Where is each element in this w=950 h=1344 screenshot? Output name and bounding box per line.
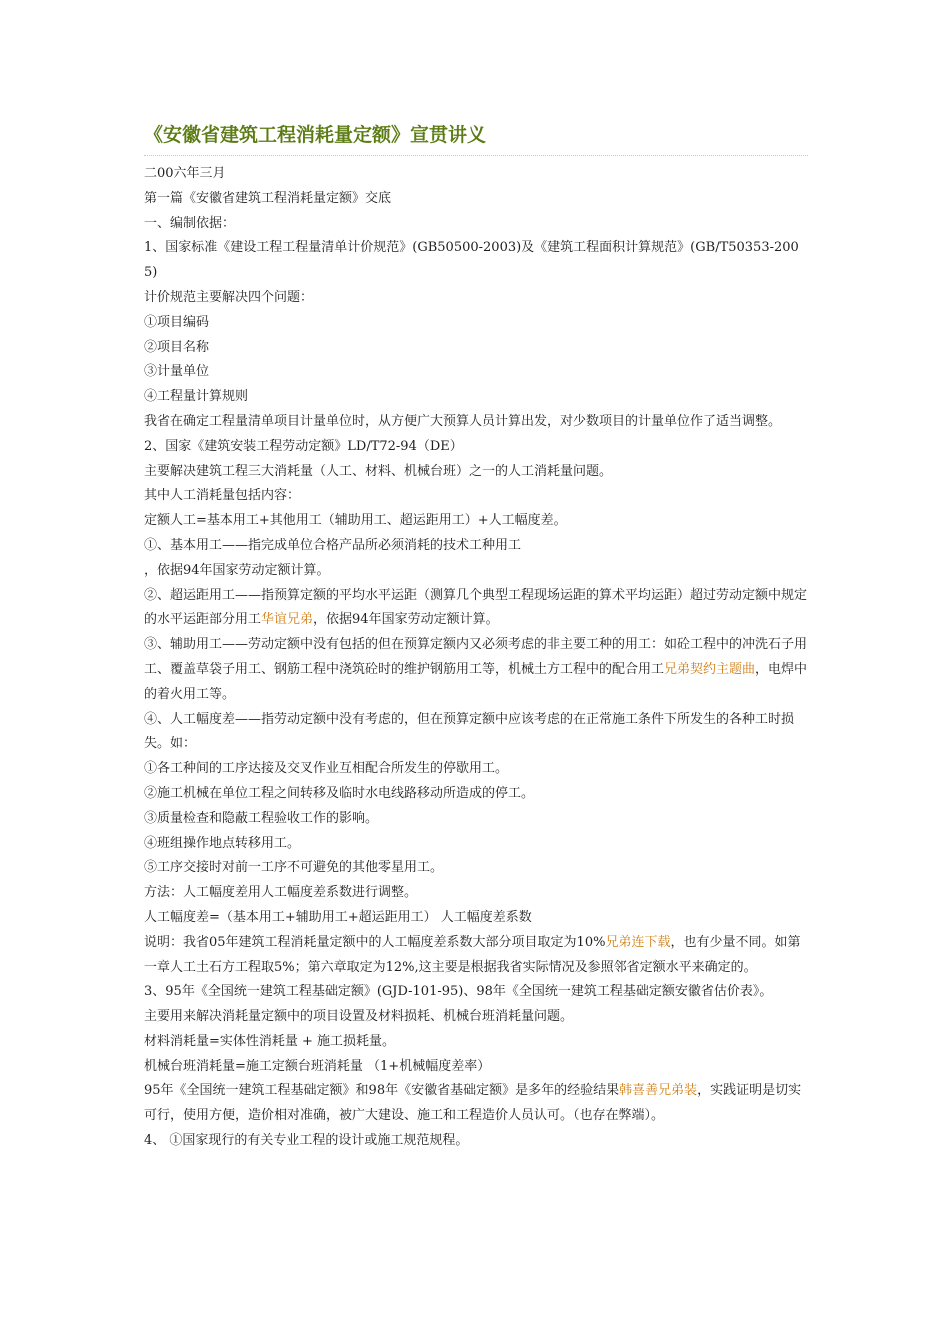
paragraph-text: ，依据94年国家劳动定额计算。	[313, 612, 499, 628]
paragraph-line: 定额人工=基本用工+其他用工（辅助用工、超运距用工）+人工幅度差。	[144, 513, 567, 529]
paragraph-line: 4、 ①国家现行的有关专业工程的设计或施工规范规程。	[144, 1133, 469, 1149]
paragraph-line: ③质量检查和隐蔽工程验收工作的影响。	[144, 810, 379, 826]
document-body	[144, 162, 808, 1154]
paragraph-text: ，电焊中的着火用工等。	[144, 661, 808, 702]
document-page	[144, 118, 808, 1154]
paragraph-line: 第一篇《安徽省建筑工程消耗量定额》交底	[144, 190, 392, 206]
paragraph-text: 说明：我省05年建筑工程消耗量定额中的人工幅度差系数大部分项目取定为10%	[144, 934, 606, 950]
paragraph-line	[144, 931, 808, 981]
paragraph-line: 主要解决建筑工程三大消耗量（人工、材料、机械台班）之一的人工消耗量问题。	[144, 463, 613, 479]
title-divider	[144, 155, 808, 156]
paragraph-line: 二00六年三月	[144, 166, 226, 181]
paragraph-line: 一、编制依据：	[144, 215, 236, 231]
paragraph-text: ②、超运距用工——指预算定额的平均水平运距（测算几个典型工程现场运距的算术平均运距）超过劳动定额中规定的水平运距部分用工	[144, 587, 808, 628]
paragraph-text: ③、辅助用工——劳动定额中没有包括的但在预算定额内又必须考虑的非主要工种的用工：如砼工程中的冲洗石子用工、覆盖草袋子用工、钢筋工程中浇筑砼时的维护钢筋用工等，机械土方工程中的配合用工	[144, 637, 808, 677]
paragraph-line: ②施工机械在单位工程之间转移及临时水电线路移动所造成的停工。	[144, 785, 535, 801]
paragraph-line	[144, 633, 808, 707]
paragraph-line: 2、国家《建筑安装工程劳动定额》LD/T72-94（DE）	[144, 438, 463, 454]
paragraph-line: 其中人工消耗量包括内容：	[144, 488, 301, 504]
inline-link[interactable]: 兄弟连下载	[605, 934, 671, 950]
paragraph-line	[144, 584, 808, 634]
paragraph-line: 3、95年《全国统一建筑工程基础定额》(GJD-101-95)、98年《全国统一建筑工程基础定额安徽省估价表》。	[144, 984, 773, 1000]
paragraph-line: ①各工种间的工序达接及交叉作业互相配合所发生的停歇用工。	[144, 761, 509, 777]
paragraph-line: 1、国家标准《建设工程工程量清单计价规范》(GB50500-2003)及《建筑工程面积计算规范》(GB/T50353-2005)	[144, 240, 799, 281]
paragraph-line: ④班组操作地点转移用工。	[144, 835, 301, 851]
document-title: 《安徽省建筑工程消耗量定额》宣贯讲义	[144, 124, 487, 146]
inline-link[interactable]: 华谊兄弟	[261, 612, 314, 628]
paragraph-line: 主要用来解决消耗量定额中的项目设置及材料损耗、机械台班消耗量问题。	[144, 1009, 574, 1025]
paragraph-line: 材料消耗量=实体性消耗量 + 施工损耗量。	[144, 1033, 396, 1049]
paragraph-line: 计价规范主要解决四个问题：	[144, 289, 314, 305]
paragraph-line: ③计量单位	[144, 364, 210, 380]
paragraph-line: ②项目名称	[144, 339, 210, 355]
paragraph-line: ①、基本用工——指完成单位合格产品所必须消耗的技术工种用工	[144, 537, 522, 553]
paragraph-line: ④、人工幅度差——指劳动定额中没有考虑的，但在预算定额中应该考虑的在正常施工条件下所发生的各种工时损失。如：	[144, 711, 795, 752]
paragraph-line: ④工程量计算规则	[144, 389, 249, 405]
paragraph-line: 我省在确定工程量清单项目计量单位时，从方便广大预算人员计算出发，对少数项目的计量单位作了适当调整。	[144, 413, 782, 429]
paragraph-line	[144, 1079, 808, 1129]
inline-link[interactable]: 韩喜善兄弟装	[619, 1083, 698, 1099]
paragraph-text: ，实践证明是切实可行，使用方便，造价相对准确，被广大建设、施工和工程造价人员认可。（也存在弊端）。	[144, 1083, 802, 1124]
paragraph-line: 方法：人工幅度差用人工幅度差系数进行调整。	[144, 885, 418, 901]
inline-link[interactable]: 兄弟契约主题曲	[664, 661, 756, 677]
paragraph-line: ⑤工序交接时对前一工序不可避免的其他零星用工。	[144, 860, 444, 876]
paragraph-line: ①项目编码	[144, 314, 210, 330]
paragraph-line: 机械台班消耗量=施工定额台班消耗量 （1+机械幅度差率）	[144, 1058, 491, 1074]
paragraph-line: ，依据94年国家劳动定额计算。	[144, 562, 330, 578]
paragraph-line: 人工幅度差=（基本用工+辅助用工+超运距用工） 人工幅度差系数	[144, 909, 532, 925]
paragraph-text: ，也有少量不同。如第一章人工土石方工程取5%；第六章取定为12%,这主要是根据我省实际情况及参照邻省定额水平来确定的。	[144, 934, 801, 975]
paragraph-text: 95年《全国统一建筑工程基础定额》和98年《安徽省基础定额》是多年的经验结果	[144, 1083, 620, 1099]
